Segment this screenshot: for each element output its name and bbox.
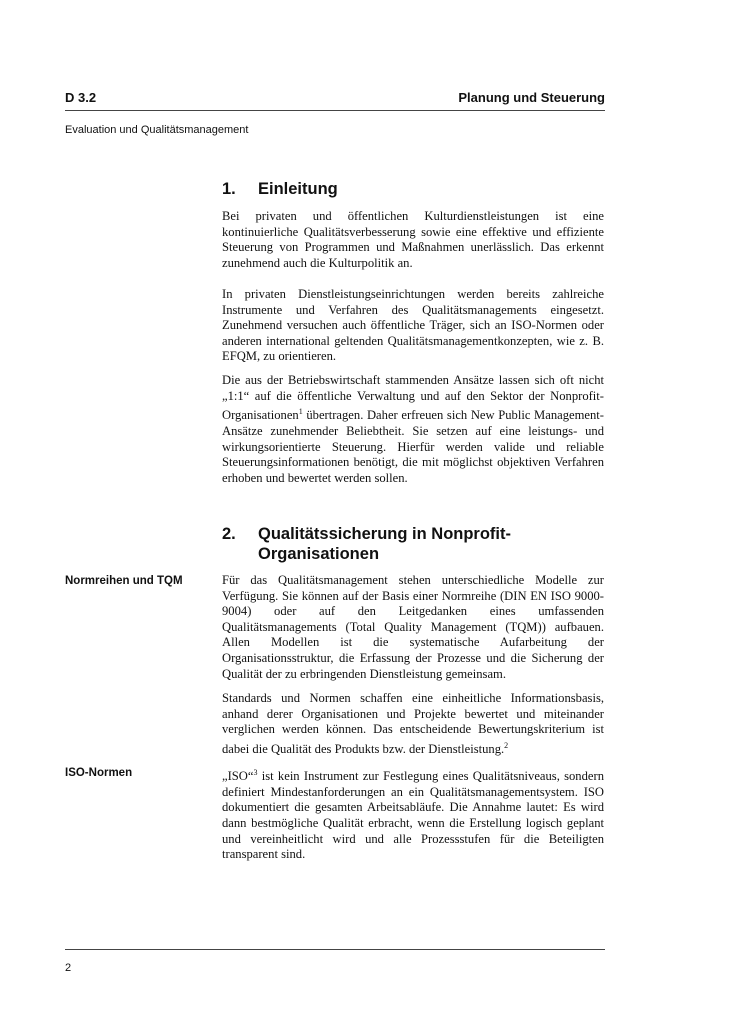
section-2-paragraph-2 — [222, 691, 604, 758]
section-1-paragraph-1: Bei privaten und öffentlichen Kulturdienstleistungen ist eine kontinuierliche Qualitätsverbesserung sowie eine effektive und effiziente Steuerung von Programmen und Maßnahmen unerlässlich. Das erkennt zunehmend auch die Kulturpolitik an. — [222, 209, 604, 270]
section-2-title-line-2: Organisationen — [258, 545, 380, 563]
footnote-marker-1: 1 — [298, 407, 303, 417]
section-2-title — [258, 524, 578, 564]
sidenote-normreihen: Normreihen und TQM — [65, 575, 183, 587]
header-rule — [65, 110, 605, 111]
footnote-marker-2: 2 — [504, 740, 509, 750]
section-2-paragraph-3-text-a: „ISO“ — [222, 769, 254, 784]
header-subtitle: Evaluation und Qualitätsmanagement — [65, 124, 249, 136]
section-2-paragraph-3-text-b: ist kein Instrument zur Festlegung eines Qualitätsniveaus, sondern definiert Mindestanforderungen an ein Qualitätsmanagementsystem. ISO dokumentiert die gesamten Arbeitsabläufe. Die Annahme lautet: Es wird dann bestmögliche Qualität erbracht, wenn die Erstellung logisch geplant und vereinheitlicht wird und alle Prozessstufen für die Beteiligten transparent sind. — [222, 769, 604, 862]
section-1-paragraph-3-text-b: übertragen. Daher erfreuen sich New Public Management-Ansätze zunehmender Beliebtheit. Sie setzen auf eine leistungs- und wirkungsorientierte Steuerung. Hierfür werden valide und reliable Steuerungsinformationen benötigt, die mit möglichst objektiven Verfahren erhoben und bewertet werden sollen. — [222, 408, 604, 485]
section-1-paragraph-2: In privaten Dienstleistungseinrichtungen werden bereits zahlreiche Instrumente und Verfahren des Qualitätsmanagements eingesetzt. Zunehmend versuchen auch öffentliche Träger, sich an ISO-Normen oder anderen international geltenden Qualitätsmanagementkonzepten, wie z. B. EFQM, zu orientieren. — [222, 287, 604, 364]
header-code: D 3.2 — [65, 90, 97, 105]
page-number: 2 — [65, 962, 72, 974]
footnote-marker-3: 3 — [253, 768, 258, 777]
section-2-number: 2. — [222, 525, 236, 543]
section-2-paragraph-2-text: Standards und Normen schaffen eine einheitliche Informationsbasis, anhand derer Organisationen und Projekte bewertet und miteinander verglichen werden können. Das entscheidende Bewertungskriterium ist dabei die Qualität des Produkts bzw. der Dienstleistung. — [222, 691, 604, 756]
section-1-number: 1. — [222, 180, 236, 198]
section-1-paragraph-3 — [222, 373, 604, 486]
sidenote-iso: ISO-Normen — [65, 767, 133, 779]
section-2-title-line-1: Qualitätssicherung in Nonprofit- — [258, 525, 512, 543]
section-2-paragraph-3 — [222, 765, 604, 863]
section-1-paragraph-3-text-a: Die aus der Betriebswirtschaft stammenden Ansätze lassen sich oft nicht „1:1“ auf die öffentliche Verwaltung und auf den Sektor der Nonprofit-Organisationen — [222, 373, 604, 423]
section-1-title: Einleitung — [258, 180, 338, 198]
section-2-paragraph-1: Für das Qualitätsmanagement stehen unterschiedliche Modelle zur Verfügung. Sie können auf der Basis einer Normreihe (DIN EN ISO 9000-9004) oder auf den Leitgedanken eines umfassenden Qualitätsmanagements (Total Quality Management (TQM)) aufbauen. Allen Modellen ist die systematische Aufarbeitung der Organisationsstruktur, die Erfassung der Prozesse und die Sicherung der Qualität der zu erbringenden Dienstleistung gemeinsam. — [222, 573, 604, 681]
footer-rule — [65, 949, 605, 950]
header-chapter: Planung und Steuerung — [458, 90, 605, 105]
